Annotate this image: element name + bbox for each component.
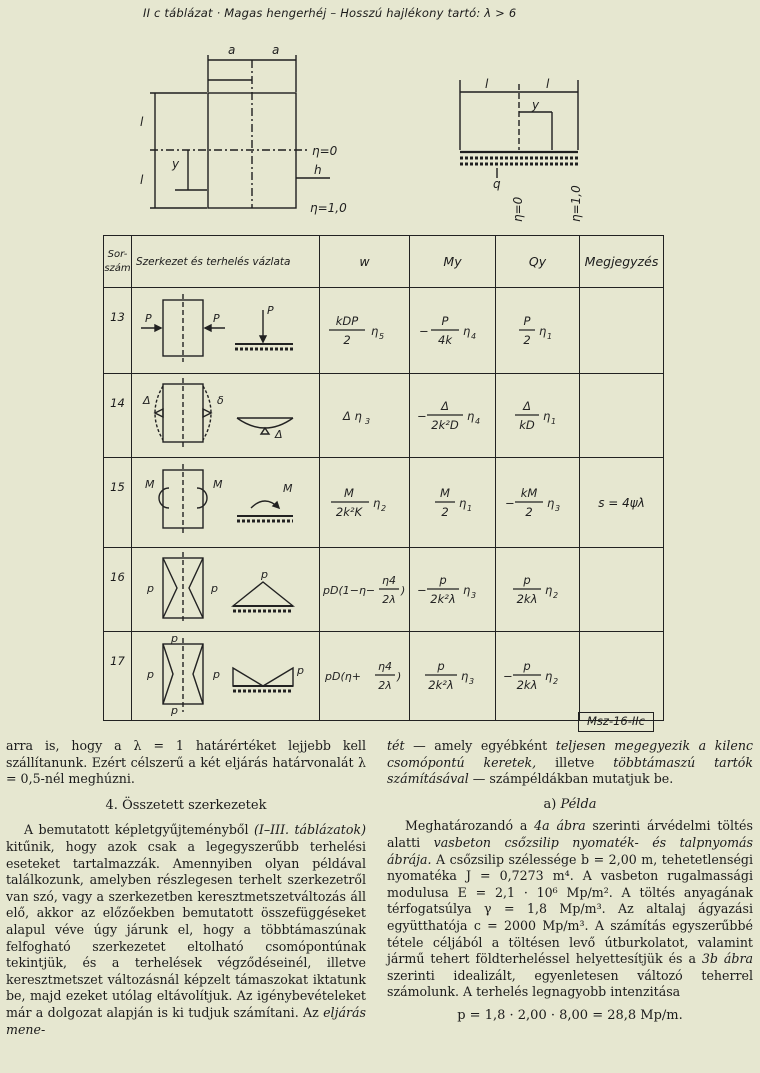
load-label: δ: [216, 394, 224, 407]
load-label: p: [170, 632, 178, 645]
header-qy: Qy: [496, 236, 580, 288]
svg-text:1: 1: [546, 331, 552, 341]
svg-text:η: η: [372, 495, 380, 510]
svg-text:2: 2: [522, 332, 531, 347]
formula-table: [103, 235, 663, 717]
header-note: Megjegyzés: [580, 236, 664, 288]
cylinder-labels: [140, 43, 347, 215]
svg-text:3: 3: [364, 416, 370, 426]
table-row: [104, 458, 664, 548]
load-label: M: [144, 478, 154, 491]
paragraph: Meghatározandó a 4a ábra szerinti árvédelmi töltés alatti vasbeton csőzsilip nyomaték- és talpnyomás ábrája. A csőzsilip szélessége b = 2,00 m, tehetetlenségi nyomatéka J = 0,7273 m⁴. A vasbeton rugalmassági modulusa E = 2,1 · 10⁶ Mp/m². A töltés anyagának térfogatsúlya γ = 1,8 Mp/m³. Az altalaj ágyazási együtthatója c = 2000 Mp/m³. A számítás egyszerűbbé tétele céljából a töltésen levő útburkolatot, valamint jármű tehert földterheléssel helyettesítjük és a 3b ábra szerinti idealizált, egyenletesen változó teherrel számolunk. A terhelés legnagyobb intenzitása: [387, 818, 753, 1000]
formula-qy-16: [497, 570, 579, 610]
svg-text:1: 1: [550, 416, 556, 426]
svg-text:M: M: [439, 485, 450, 500]
svg-text:M: M: [343, 485, 354, 500]
eta-one-label: η=1,0: [310, 201, 347, 215]
load-label: p: [296, 664, 304, 677]
svg-text:P: P: [441, 313, 448, 328]
cylinder-shell-diagram: [150, 55, 330, 208]
sketch-13: [133, 288, 319, 370]
row-sketch: [132, 288, 320, 374]
svg-text:2k²K: 2k²K: [335, 504, 362, 519]
cell-qy: [496, 458, 580, 548]
formula-qy-14: [497, 396, 579, 436]
svg-text:η: η: [546, 495, 554, 510]
cell-w: [320, 374, 410, 458]
formula-my-14: [411, 396, 495, 436]
svg-text:η4: η4: [381, 573, 396, 587]
svg-text:η: η: [370, 323, 378, 338]
cell-note: [580, 548, 664, 632]
formula-my-16: [411, 570, 495, 610]
table-row: [104, 374, 664, 458]
svg-text:3: 3: [470, 590, 476, 600]
section-heading: 4. Összetett szerkezetek: [105, 797, 267, 813]
formula-w-15: [321, 483, 409, 523]
svg-text:): ): [400, 583, 405, 597]
load-label: P: [212, 312, 220, 325]
svg-text:p: p: [522, 572, 531, 587]
cell-my: [410, 548, 496, 632]
sketch-14: [133, 374, 319, 454]
svg-text:2λ: 2λ: [381, 592, 396, 606]
svg-text:P: P: [523, 313, 530, 328]
load-label: P: [266, 304, 274, 317]
formula-my-15: [411, 483, 495, 523]
header-my: My: [410, 236, 496, 288]
row-number: 16: [104, 548, 132, 632]
cell-my: [410, 632, 496, 721]
cell-my: [410, 288, 496, 374]
svg-text:2: 2: [552, 590, 558, 600]
row-sketch: [132, 458, 320, 548]
left-text-column: [6, 738, 366, 1038]
cell-note: [580, 374, 664, 458]
svg-text:kDP: kDP: [335, 313, 358, 328]
paragraph: arra is, hogy a λ = 1 határértéket lejjebb kell szállítanunk. Ezért célszerű a két eljárás határvonalát λ = 0,5-nél meghúzni.: [6, 738, 366, 787]
svg-text:−: −: [416, 582, 427, 597]
dim-a-label: a: [228, 43, 236, 57]
row-sketch: [132, 632, 320, 721]
cell-qy: [496, 288, 580, 374]
row-sketch: [132, 374, 320, 458]
eta-zero-label: η=0: [511, 196, 525, 222]
svg-text:2k²λ: 2k²λ: [429, 591, 456, 606]
table-row: [104, 288, 664, 374]
header-sketch: Szerkezet és terhelés vázlata: [132, 236, 320, 288]
cell-w: [320, 458, 410, 548]
dim-l-label: l: [546, 77, 550, 91]
right-text-column: [387, 738, 753, 1025]
svg-text:−: −: [418, 323, 429, 338]
beam-diagram: [460, 80, 578, 178]
eta-one-label: η=1,0: [569, 185, 583, 222]
cell-my: [410, 374, 496, 458]
load-label: p: [212, 668, 220, 681]
header-w: w: [320, 236, 410, 288]
dim-l-label: l: [140, 173, 144, 187]
svg-text:p: p: [522, 659, 531, 673]
svg-text:2k²λ: 2k²λ: [427, 678, 454, 692]
load-label: Δ: [274, 428, 283, 441]
formula-w-14: [321, 396, 409, 436]
svg-text:): ): [396, 670, 401, 683]
row-number: 17: [104, 632, 132, 721]
load-label: M: [212, 478, 222, 491]
svg-text:2k²D: 2k²D: [430, 417, 459, 432]
svg-text:4k: 4k: [437, 332, 452, 347]
table-row: [104, 632, 664, 721]
svg-text:Δ: Δ: [522, 398, 531, 413]
formula-my-17: [411, 656, 495, 696]
dim-a-label: a: [272, 43, 280, 57]
dim-y-label: y: [532, 98, 540, 112]
load-label: p: [170, 704, 178, 717]
top-diagrams: [0, 0, 760, 235]
cell-note: [580, 288, 664, 374]
formula-w-13: [321, 311, 409, 351]
svg-text:η: η: [462, 323, 470, 338]
svg-text:η4: η4: [377, 660, 392, 673]
h-label: h: [314, 163, 322, 177]
standard-code-label: Msz-16-IIc: [578, 712, 654, 732]
svg-text:1: 1: [466, 503, 472, 513]
load-label: p: [146, 668, 154, 681]
row-number: 14: [104, 374, 132, 458]
svg-text:2: 2: [552, 677, 558, 686]
cell-qy: [496, 374, 580, 458]
cell-w: [320, 548, 410, 632]
svg-text:η: η: [538, 323, 546, 338]
formula-w-17: [321, 656, 409, 696]
sketch-15: [133, 458, 319, 544]
svg-text:η: η: [462, 582, 470, 597]
formula-qy-13: [497, 311, 579, 351]
cell-note: s = 4ψλ: [580, 458, 664, 548]
svg-text:η: η: [544, 582, 552, 597]
svg-text:5: 5: [378, 331, 384, 341]
svg-text:Δ η: Δ η: [342, 408, 362, 423]
cell-note: [580, 632, 664, 721]
q-label: q: [493, 177, 501, 191]
svg-text:3: 3: [554, 503, 560, 513]
formula-qy-17: [497, 656, 579, 696]
svg-text:4: 4: [470, 331, 476, 341]
row-sketch: [132, 548, 320, 632]
svg-text:η: η: [544, 669, 552, 683]
load-label: p: [210, 582, 218, 595]
svg-text:2: 2: [524, 504, 533, 519]
svg-text:η: η: [542, 408, 550, 423]
row-number: 13: [104, 288, 132, 374]
svg-text:η: η: [460, 669, 468, 683]
svg-text:pD(1−η−: pD(1−η−: [322, 583, 375, 597]
svg-text:2: 2: [440, 504, 449, 519]
load-label: p: [146, 582, 154, 595]
svg-text:−: −: [416, 408, 427, 423]
svg-text:Δ: Δ: [440, 398, 449, 413]
sketch-17: [133, 632, 319, 717]
svg-text:2: 2: [380, 503, 386, 513]
svg-text:pD(η+: pD(η+: [324, 670, 361, 683]
svg-text:η: η: [466, 408, 474, 423]
formula: p = 1,8 · 2,00 · 8,00 = 28,8 Mp/m.: [457, 1007, 683, 1023]
svg-text:−: −: [504, 495, 515, 510]
load-label: Δ: [142, 394, 151, 407]
dim-l-label: l: [485, 77, 489, 91]
formula-qy-15: [497, 483, 579, 523]
svg-text:−: −: [502, 669, 513, 683]
beam-labels: [485, 77, 583, 222]
svg-text:3: 3: [468, 677, 474, 686]
svg-text:2λ: 2λ: [377, 679, 392, 692]
load-label: M: [282, 482, 292, 495]
formula-w-16: [321, 570, 409, 610]
cell-qy: [496, 548, 580, 632]
dim-y-label: y: [172, 157, 180, 171]
cell-w: [320, 632, 410, 721]
formula-my-13: [411, 311, 495, 351]
cell-qy: [496, 632, 580, 721]
svg-text:p: p: [438, 572, 447, 587]
paragraph: A bemutatott képletgyűjteményből (I–III. táblázatok) kitűnik, hogy azok csak a legegyszerűbb terhelési eseteket tartalmazzák. Amennyiben olyan példával találkozunk, amelyben részlegesen terhelt szerkezetről van szó, vagy a szerkezetben keresztmetszetváltozás áll elő, akkor az előzőekben bemutatott összefüggéseket alapul véve úgy járunk el, hogy a többtámaszúnak felfogható szerkezetet eltolható csomópontúnak tekintjük, és a terhelések végződéseinél, illetve keresztmetszet változásnál képzelt támaszokat iktatunk be, majd ezeket utólag eltávolítjuk. Az igénybevételeket már a dolgozat alapján is ki tudjuk számítani. Az eljárás mene-: [6, 822, 366, 1037]
dim-l-label: l: [140, 115, 144, 129]
table-header-row: [104, 236, 664, 288]
eta-zero-label: η=0: [312, 144, 338, 158]
svg-text:p: p: [436, 659, 445, 673]
svg-text:2kλ: 2kλ: [516, 591, 537, 606]
svg-text:kM: kM: [520, 485, 537, 500]
svg-text:4: 4: [474, 416, 480, 426]
header-sorszam: Sor- szám: [104, 236, 132, 288]
load-label: p: [260, 568, 268, 581]
svg-text:η: η: [458, 495, 466, 510]
cell-w: [320, 288, 410, 374]
table-row: [104, 548, 664, 632]
example-heading: a) Példa: [543, 796, 597, 812]
svg-text:2: 2: [342, 332, 351, 347]
cell-my: [410, 458, 496, 548]
table-caption: II c táblázat · Magas hengerhéj – Hosszú hajlékony tartó: λ > 6: [143, 6, 517, 20]
paragraph: tét — amely egyébként teljesen megegyezik a kilenc csomópontú keretek, illetve többtámaszú tartók számításával — számpéldákban mutatjuk be.: [387, 738, 753, 787]
svg-text:kD: kD: [518, 417, 535, 432]
row-number: 15: [104, 458, 132, 548]
svg-text:2kλ: 2kλ: [516, 678, 537, 692]
load-label: P: [144, 312, 152, 325]
sketch-16: [133, 548, 319, 628]
